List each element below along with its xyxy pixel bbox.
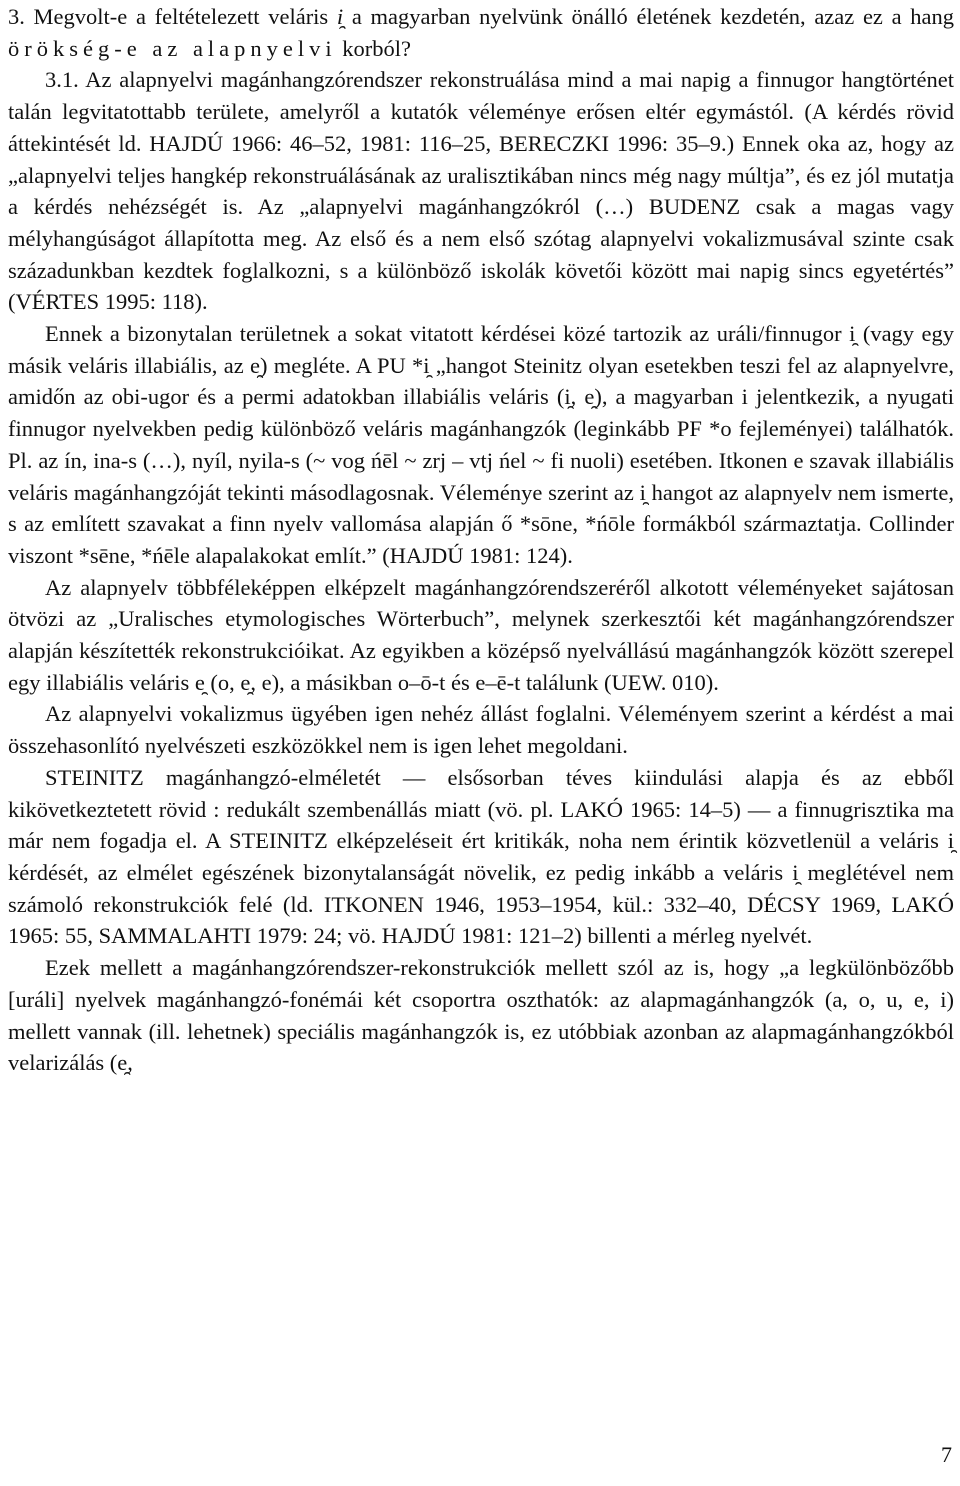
heading-symbol: i̯ [336,4,344,29]
heading-prefix: 3. Megvolt-e a feltételezett veláris [8,4,337,29]
paragraph-intro: 3.1. Az alapnyelvi magánhangzórendszer rekonstruálása mind a mai napig a finnugor hangtörténet talán legvitatottabb területe, amelyről a kutatók véleménye erősen eltér egymástól. (A kérdés rövid áttekintését ld. HAJDÚ 1966: 46–52, 1981: 116–25, BERECZKI 1996: 35–9.) Ennek oka az, hogy az „alapnyelvi teljes hangkép rekonstruálásának az uralisztikában nincs még nagy múltja”, és ez jól mutatja a kérdés nehézségét is. Az „alapnyelvi magánhangzókról (…) BUDENZ csak a magas vagy mélyhangúságot állapította meg. Az első és a nem első szótag alapnyelvi vokalizmusával szinte csak századunkban kezdtek foglalkozni, s a különböző iskolák követői között mai napig sincs egyetértés” (VÉRTES 1995: 118). [8,67,954,315]
paragraph-reconstructions: Ezek mellett a magánhangzórendszer-rekonstrukciók mellett szól az is, hogy „a legkülönbözőbb [uráli] nyelvek magánhangzó-fonémái két csoportra oszthatók: az alapmagánhangzók (a, o, u, e, i) mellett vannak (ill. lehetnek) speciális magánhangzók is, ez utóbbiak azonban az alapmagánhangzókból velarizálás (e̯, [8,955,954,1076]
page-number: 7 [941,1442,952,1467]
paragraph-uew: Az alapnyelv többféleképpen elképzelt magánhangzórendszeréről alkotott véleményeket sajátosan ötvözi az „Uralisches etymologisches Wörterbuch”, melynek szerkesztői két magánhangzórendszer alapján készítették rekonstrukcióikat. Az egyikben a középső nyelvállású magánhangzók között szerepel egy illabiális veláris e̯ (o, e̯, e), a másikban o–ō-t és e–ē-t találunk (UEW. 010). [8,574,954,695]
heading-middle: a magyarban nyelvünk önálló életének kezdetén, azaz ez a hang [343,4,954,29]
paragraph-steinitz-i: Ennek a bizonytalan területnek a sokat vitatott kérdései közé tartozik az uráli/finnugor i̯ (vagy egy másik veláris illabiális, az e̯) megléte. A PU *i̯ „hangot Steinitz olyan esetekben teszi fel az alapnyelvre, amidőn az obi-ugor és a permi adatokban illabiális veláris (i̯, e̯), a magyarban i jelentkezik, a nyugati finnugor nyelvekben pedig különböző veláris magánhangzók (leginkább PF *o fejleményei) találhatók. Pl. az ín, ina-s (…), nyíl, nyila-s (~ vog ńēl ~ zrj – vtj ńel ~ fi nuoli) esetében. Itkonen e szavak illabiális veláris magánhangzóját tekinti másodlagosnak. Véleménye szerint az i̯ hangot az alapnyelv nem ismerte, s az említett szavakat a finn nyelv vallomása alapján ő *sōne, *ńōle formákból származtatja. Collinder viszont *sēne, *ńēle alapalakokat említ.” (HAJDÚ 1981: 124). [8,321,954,568]
paragraph-opinion: Az alapnyelvi vokalizmus ügyében igen nehéz állást foglalni. Véleményem szerint a kérdést a mai összehasonlító nyelvészeti eszközökkel nem is igen lehet megoldani. [8,701,954,759]
paragraph-steinitz-theory: STEINITZ magánhangzó-elméletét — elsősorban téves kiindulási alapja és az ebből kikövetkeztetett rövid : redukált szembenállás miatt (vö. pl. LAKÓ 1965: 14–5) — a finnugrisztika ma már nem fogadja el. A STEINITZ elképzeléseit ért kritikák, noha nem érintik közvetlenül a veláris i̯ kérdését, az elmélet egészének bizonytalanságát növelik, ez pedig inkább a veláris i̯ meglétével nem számoló rekonstrukciók felé (ld. ITKONEN 1946, 1953–1954, kül.: 332–40, DÉCSY 1969, LAKÓ 1965: 55, SAMMALAHTI 1979: 24; vö. HAJDÚ 1981: 121–2) billenti a mérleg nyelvét. [8,764,954,949]
heading-spaced-phrase: örökség-e az alapnyelvi [8,35,337,61]
section-heading [8,0,954,64]
document-page [8,0,954,1079]
heading-suffix: korból? [336,35,412,61]
